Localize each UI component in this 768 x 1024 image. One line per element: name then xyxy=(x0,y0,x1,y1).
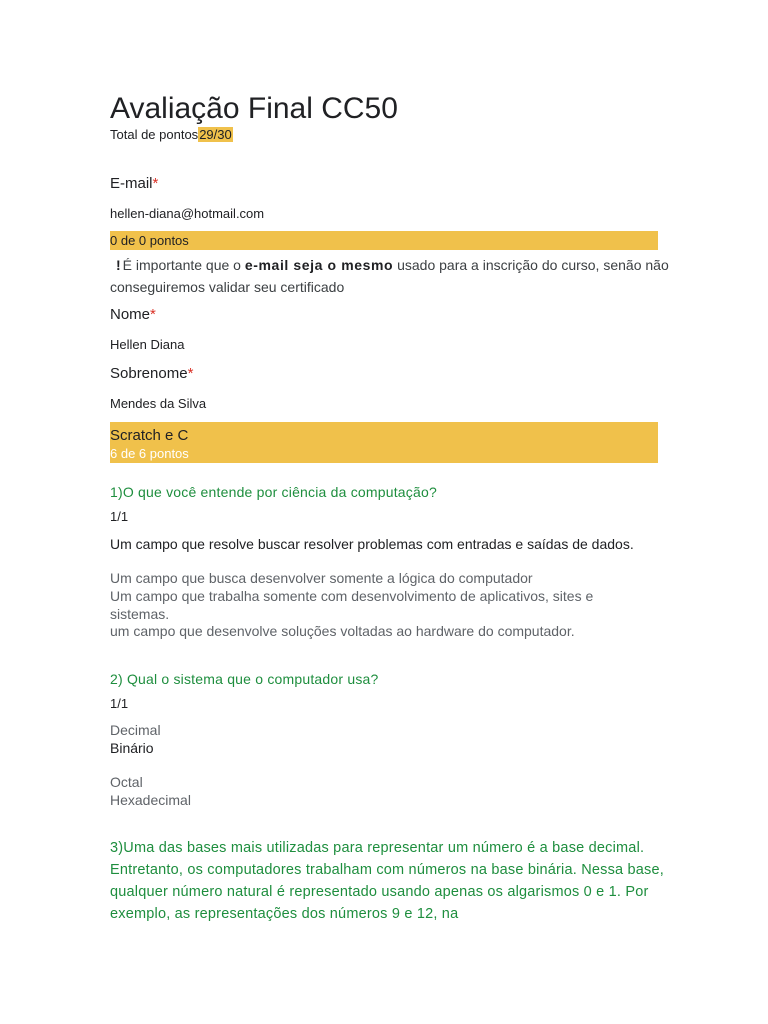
total-points xyxy=(110,127,233,142)
email-note xyxy=(110,254,670,298)
section-points: 6 de 6 pontos xyxy=(110,446,189,461)
email-points-bar xyxy=(110,231,658,250)
q1-option-selected: Um campo que resolve buscar resolver problemas com entradas e saídas de dados. xyxy=(110,536,634,552)
q1-option: um campo que desenvolve soluções voltadas ao hardware do computador. xyxy=(110,623,575,639)
question-1: 1)O que você entende por ciência da computação? xyxy=(110,484,437,500)
exclamation-icon: ! xyxy=(116,257,121,273)
total-points-label: Total de pontos xyxy=(110,127,199,142)
required-mark: * xyxy=(152,175,159,192)
q2-option-selected: Binário xyxy=(110,740,154,756)
note-text-end: usado para a inscrição do curso, senão não conseguiremos validar seu certificado xyxy=(110,257,669,295)
email-answer: hellen-diana@hotmail.com xyxy=(110,206,265,221)
nome-label-text: Nome xyxy=(110,306,151,323)
email-label xyxy=(110,175,158,192)
note-text-start: É importante que o xyxy=(122,257,245,273)
q1-option: Um campo que busca desenvolver somente a lógica do computador xyxy=(110,570,533,586)
email-points: 0 de 0 pontos xyxy=(110,233,189,248)
email-label-text: E-mail xyxy=(110,175,153,192)
sobrenome-label xyxy=(110,365,193,382)
sobrenome-label-text: Sobrenome xyxy=(110,365,188,382)
required-mark: * xyxy=(150,306,156,323)
question-3: 3)Uma das bases mais utilizadas para representar um número é a base decimal. Entretanto, os computadores trabalham com números na base binária. Nessa base, qualquer número natural é representado usando apenas os algarismos 0 e 1. Por exemplo, as representações dos números 9 e 12, na xyxy=(110,840,665,922)
question-2: 2) Qual o sistema que o computador usa? xyxy=(110,671,379,687)
question-2-score: 1/1 xyxy=(110,696,129,711)
section-header xyxy=(110,422,658,463)
q2-option: Decimal xyxy=(110,722,161,738)
section-title: Scratch e C xyxy=(110,427,189,444)
q1-option: Um campo que trabalha somente com desenvolvimento de aplicativos, sites e sistemas. xyxy=(110,588,594,622)
page-title: Avaliação Final CC50 xyxy=(110,92,398,125)
required-mark: * xyxy=(187,365,194,382)
nome-answer: Hellen Diana xyxy=(110,337,185,352)
question-1-score: 1/1 xyxy=(110,509,129,524)
q2-option: Hexadecimal xyxy=(110,792,191,808)
note-text-bold: e-mail seja o mesmo xyxy=(244,257,394,273)
total-score-badge: 29/30 xyxy=(199,127,232,142)
sobrenome-answer: Mendes da Silva xyxy=(110,396,207,411)
q2-option: Octal xyxy=(110,774,143,790)
nome-label xyxy=(110,306,156,323)
